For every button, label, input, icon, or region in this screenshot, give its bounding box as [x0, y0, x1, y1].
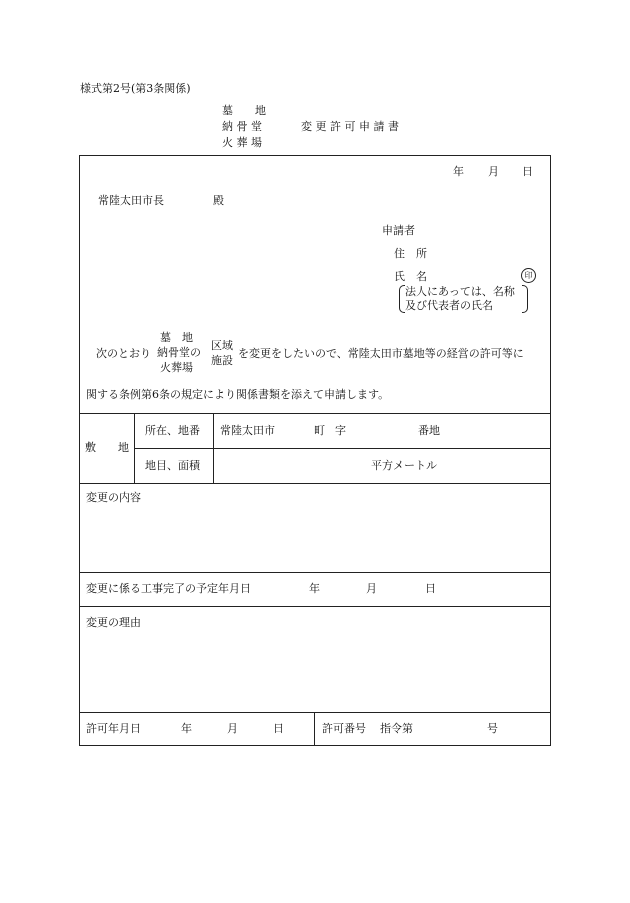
- applicant-label: 申請者: [382, 224, 415, 237]
- right-bracket-icon: [522, 285, 528, 313]
- addressee-name: 常陸太田市長: [98, 194, 164, 207]
- applicant-address-label: 住 所: [394, 247, 427, 260]
- permit-year: 年: [181, 722, 192, 735]
- addressee-suffix: 殿: [213, 194, 224, 207]
- statement-option-area: 区域: [211, 339, 233, 352]
- form-number-label: 様式第2号(第3条関係): [80, 82, 191, 95]
- date-month: 月: [488, 165, 499, 178]
- permit-number-prefix: 指令第: [380, 722, 413, 735]
- statement-option-ossuary: 納骨堂の: [157, 346, 201, 359]
- permit-date-label: 許可年月日: [86, 722, 141, 735]
- applicant-name-label: 氏 名: [394, 270, 427, 283]
- title-ossuary: 納 骨 堂: [222, 120, 262, 133]
- statement-option-crematorium: 火葬場: [160, 361, 193, 374]
- page-title: 変 更 許 可 申 請 書: [301, 120, 399, 133]
- site-location-city: 常陸太田市: [220, 424, 275, 437]
- change-contents-label: 変更の内容: [86, 491, 141, 504]
- date-year: 年: [453, 165, 464, 178]
- completion-label: 変更に係る工事完了の予定年月日: [86, 582, 251, 595]
- seal-icon: 印: [521, 268, 536, 283]
- applicant-note-line1: 法人にあっては、名称: [405, 285, 515, 298]
- site-category-label: 地目、面積: [145, 459, 200, 472]
- change-reason-label: 変更の理由: [86, 616, 141, 629]
- permit-day: 日: [273, 722, 284, 735]
- site-location-lot: 番地: [418, 424, 440, 437]
- statement-option-cemetery: 墓 地: [160, 331, 193, 344]
- completion-month: 月: [366, 582, 377, 595]
- site-label: 敷 地: [85, 441, 129, 454]
- title-crematorium: 火 葬 場: [222, 136, 262, 149]
- permit-number-suffix: 号: [487, 722, 498, 735]
- applicant-note-line2: 及び代表者の氏名: [405, 299, 493, 312]
- permit-month: 月: [227, 722, 238, 735]
- statement-line2: 関する条例第6条の規定により関係書類を添えて申請します。: [86, 388, 390, 401]
- statement-prefix: 次のとおり: [96, 347, 151, 360]
- title-cemetery: 墓 地: [222, 104, 266, 117]
- permit-number-label: 許可番号: [322, 722, 366, 735]
- completion-year: 年: [309, 582, 320, 595]
- site-location-aza: 字: [335, 424, 346, 437]
- site-area-unit: 平方メートル: [371, 459, 437, 472]
- date-day: 日: [522, 165, 533, 178]
- site-location-label: 所在、地番: [145, 424, 200, 437]
- statement-option-facility: 施設: [211, 354, 233, 367]
- statement-suffix: を変更をしたいので、常陸太田市墓地等の経営の許可等に: [238, 347, 524, 360]
- completion-day: 日: [425, 582, 436, 595]
- site-location-town: 町: [314, 424, 325, 437]
